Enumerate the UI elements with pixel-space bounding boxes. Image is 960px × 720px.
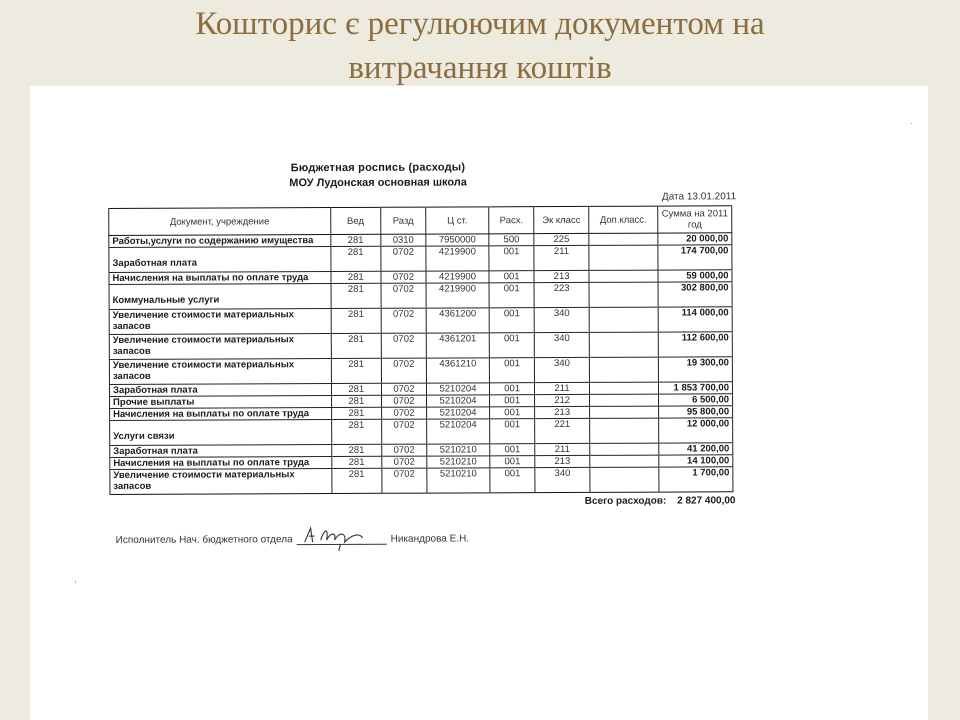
- row-name: Прочие выплаты: [110, 396, 332, 409]
- row-sum: 6 500,00: [659, 394, 733, 406]
- row-ek: 212: [535, 394, 590, 406]
- row-cst: 5210210: [427, 444, 490, 456]
- executor-line: [116, 524, 740, 546]
- row-ek: 340: [534, 307, 589, 332]
- row-ved: 281: [331, 271, 381, 283]
- row-rash: 001: [489, 333, 534, 358]
- row-razd: 0702: [381, 333, 426, 358]
- row-rash: 001: [490, 456, 535, 468]
- row-razd: 0310: [381, 234, 426, 246]
- header-ek: Эк класс: [534, 206, 589, 233]
- row-ved: 281: [331, 456, 381, 468]
- table-body: [109, 233, 733, 495]
- slide-title: [0, 2, 960, 90]
- row-sum: 14 100,00: [659, 455, 733, 467]
- row-ved: 281: [331, 246, 381, 271]
- row-name: Заработная плата: [109, 247, 331, 273]
- signature-icon: [301, 524, 381, 552]
- row-ek: 211: [535, 382, 590, 394]
- row-name: Заработная плата: [109, 384, 331, 397]
- executor-name: Никандрова Е.Н.: [390, 533, 470, 545]
- row-ved: 281: [330, 234, 380, 246]
- row-razd: 0702: [381, 383, 426, 395]
- row-cst: 5210210: [427, 468, 490, 493]
- row-dop: [589, 418, 658, 443]
- row-rash: 001: [490, 419, 535, 444]
- table-row: [109, 332, 732, 360]
- row-sum: 174 700,00: [658, 245, 732, 270]
- row-name: Увеличение стоимости материальных запасов: [109, 359, 331, 385]
- row-sum: 12 000,00: [659, 418, 733, 443]
- row-rash: 001: [490, 444, 535, 456]
- header-doc: Документ, учреждение: [109, 208, 331, 236]
- row-cst: 5210204: [427, 395, 490, 407]
- row-dop: [589, 270, 658, 282]
- row-cst: 7950000: [426, 234, 489, 246]
- row-dop: [589, 332, 658, 357]
- row-ved: 281: [331, 395, 381, 407]
- row-sum: 114 000,00: [658, 307, 732, 332]
- row-ved: 281: [331, 308, 381, 333]
- row-ved: 281: [331, 383, 381, 395]
- row-razd: 0702: [381, 283, 426, 308]
- header-rash: Расх.: [489, 207, 534, 234]
- row-cst: 5210204: [426, 383, 489, 395]
- row-sum: 20 000,00: [658, 233, 732, 245]
- row-dop: [589, 357, 658, 382]
- row-cst: 4219900: [426, 271, 489, 283]
- header-ved: Вед: [330, 207, 380, 234]
- row-ek: 213: [535, 406, 590, 418]
- table-header-row: [109, 206, 732, 236]
- total-line: [109, 495, 739, 509]
- row-ek: 340: [535, 332, 590, 357]
- row-dop: [590, 467, 659, 492]
- row-name: Увеличение стоимости материальных запасов: [109, 334, 331, 360]
- row-rash: 001: [489, 383, 534, 395]
- row-sum: 1 700,00: [659, 467, 733, 492]
- signature: [297, 526, 387, 545]
- row-dop: [589, 233, 658, 245]
- row-dop: [589, 282, 658, 307]
- document-title: Бюджетная роспись (расходы): [290, 161, 466, 175]
- header-cst: Ц ст.: [426, 207, 489, 234]
- row-sum: 112 600,00: [658, 332, 732, 357]
- executor-label: Исполнитель Нач. бюджетного отдела: [115, 534, 293, 546]
- row-ved: 281: [331, 419, 381, 444]
- row-ved: 281: [331, 407, 381, 419]
- header-razd: Разд: [381, 207, 426, 234]
- table-row: [109, 307, 732, 335]
- header-dop: Доп.класс.: [589, 206, 658, 233]
- row-dop: [589, 307, 658, 332]
- slide-title-line-2: витрачання коштів: [348, 50, 612, 86]
- row-razd: 0702: [382, 444, 427, 456]
- row-razd: 0702: [381, 419, 426, 444]
- row-cst: 5210204: [427, 419, 490, 444]
- row-cst: 4219900: [426, 246, 489, 271]
- table-row: [109, 357, 732, 385]
- row-rash: 001: [489, 283, 534, 308]
- row-cst: 5210204: [427, 407, 490, 419]
- table-row: [109, 245, 732, 273]
- row-ved: 281: [331, 444, 381, 456]
- row-dop: [590, 443, 659, 455]
- row-name: Заработная плата: [110, 445, 332, 458]
- row-sum: 59 000,00: [658, 270, 732, 282]
- slide-title-line-1: Кошторис є регулюючим документом на: [195, 6, 765, 42]
- row-name: Коммунальные услуги: [109, 284, 331, 310]
- organization-name: МОУ Лудонская основная школа: [289, 176, 467, 190]
- row-cst: 4361200: [426, 308, 489, 333]
- scan-mark: ,: [74, 574, 77, 585]
- row-razd: 0702: [381, 395, 426, 407]
- row-ek: 340: [535, 357, 590, 382]
- row-dop: [589, 245, 658, 270]
- table-row: [110, 418, 733, 446]
- row-razd: 0702: [381, 246, 426, 271]
- row-ek: 225: [534, 233, 589, 245]
- row-rash: 001: [489, 246, 534, 271]
- row-name: Работы,услуги по содержанию имущества: [109, 235, 331, 248]
- row-name: Услуги связи: [110, 420, 332, 446]
- row-razd: 0702: [382, 468, 427, 493]
- total-label: Всего расходов:: [584, 495, 667, 507]
- row-razd: 0702: [382, 456, 427, 468]
- row-sum: 95 800,00: [659, 406, 733, 418]
- row-dop: [590, 455, 659, 467]
- row-rash: 001: [489, 358, 534, 383]
- row-dop: [589, 394, 658, 406]
- row-cst: 5210210: [427, 456, 490, 468]
- row-sum: 1 853 700,00: [659, 382, 733, 394]
- document-header: [178, 160, 578, 192]
- row-razd: 0702: [381, 407, 426, 419]
- row-razd: 0702: [381, 358, 426, 383]
- row-rash: 001: [490, 407, 535, 419]
- row-ved: 281: [332, 468, 382, 493]
- row-name: Начисления на выплаты по оплате труда: [110, 457, 332, 470]
- row-rash: 001: [489, 271, 534, 283]
- row-rash: 001: [489, 308, 534, 333]
- row-ved: 281: [331, 358, 381, 383]
- row-razd: 0702: [381, 308, 426, 333]
- row-ek: 221: [535, 418, 590, 443]
- row-ek: 211: [535, 443, 590, 455]
- row-ek: 211: [534, 245, 589, 270]
- row-name: Начисления на выплаты по оплате труда: [109, 272, 331, 285]
- budget-document: [108, 159, 740, 546]
- row-dop: [589, 406, 658, 418]
- row-ek: 340: [535, 467, 590, 492]
- row-ved: 281: [331, 283, 381, 308]
- header-sum: Сумма на 2011 год: [658, 206, 732, 233]
- scan-mark: .: [910, 116, 913, 127]
- table-row: [110, 467, 733, 495]
- total-value: 2 827 400,00: [677, 495, 736, 507]
- row-rash: 001: [489, 395, 534, 407]
- row-sum: 302 800,00: [658, 282, 732, 307]
- row-cst: 4361201: [426, 333, 489, 358]
- row-dop: [589, 382, 658, 394]
- row-rash: 500: [489, 234, 534, 246]
- row-rash: 001: [490, 468, 535, 493]
- row-ek: 213: [535, 455, 590, 467]
- row-ved: 281: [331, 333, 381, 358]
- document-date: Дата 13.01.2011: [661, 191, 737, 203]
- row-name: Увеличение стоимости материальных запасов: [110, 469, 332, 495]
- row-cst: 4219900: [426, 283, 489, 308]
- row-cst: 4361210: [426, 358, 489, 383]
- table-row: [109, 282, 732, 310]
- row-name: Увеличение стоимости материальных запасов: [109, 309, 331, 335]
- row-ek: 223: [534, 282, 589, 307]
- scanned-document: [30, 86, 928, 720]
- row-name: Начисления на выплаты по оплате труда: [110, 408, 332, 421]
- row-sum: 41 200,00: [659, 443, 733, 455]
- row-razd: 0702: [381, 271, 426, 283]
- budget-table: [108, 205, 733, 495]
- row-ek: 213: [534, 270, 589, 282]
- row-sum: 19 300,00: [659, 357, 733, 382]
